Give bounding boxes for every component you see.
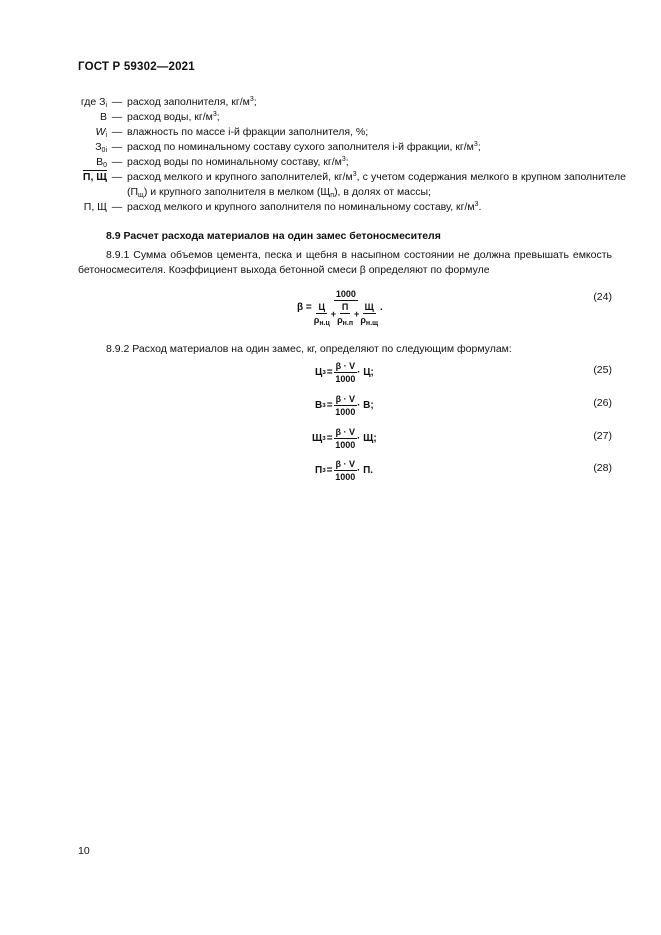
formula-25: Ц з = $\frac{\beta \cdot V}{1000}$ · Ц;	[315, 361, 374, 384]
definition-symbol: $W_i$	[95, 126, 107, 139]
section-heading: 8.9 Расчет расхода материалов на один замес бетоносмесителя	[106, 230, 441, 242]
definition-row: П, Щ — расход мелкого и крупного заполнителя по номинальному составу, $кг/м^3$.	[66, 200, 626, 215]
formula-27: Щ з = $\frac{\beta \cdot V}{1000}$ · Щ;	[312, 427, 377, 450]
definition-text: расход воды по номинальному составу, $кг/м^3$;	[127, 156, 349, 168]
definition-symbol: П, Щ	[82, 171, 107, 183]
definition-row: В — расход воды, $кг/м^3$;	[66, 110, 626, 125]
definition-text: влажность по массе i-й фракции заполнителя, %;	[127, 126, 369, 138]
definition-symbol: $В_0$	[96, 156, 107, 169]
definitions-list	[66, 95, 626, 215]
definition-symbol: где $З_i$	[80, 96, 107, 109]
paragraph-8-9-1: 8.9.1 Сумма объемов цемента, песка и щебня в насыпном состоянии не должна превышать емкость бетоносмесителя. Коэффициент выхода бетонной смеси β определяют по формуле	[78, 249, 612, 276]
equation-number: (25)	[593, 364, 612, 376]
equation-number: (27)	[593, 430, 612, 442]
definition-row: П, Щ — расход мелкого и крупного заполнителей, $кг/м^3$, с учетом содержания мелкого в крупном заполнителе $(П_щ)$ и крупного заполнителя в мелком $(Щ_п)$, в долях от массы;	[66, 170, 626, 200]
definition-row: $W_i$ — влажность по массе i-й фракции заполнителя, %;	[66, 125, 626, 140]
document-header: ГОСТ Р 59302—2021	[78, 61, 195, 73]
definition-symbol: П, Щ	[83, 201, 107, 213]
definition-symbol: В	[99, 111, 107, 123]
definition-symbol: $З_{0i}$	[95, 141, 107, 154]
definition-text: расход воды, $кг/м^3$;	[127, 111, 220, 123]
paragraph-8-9-2: 8.9.2 Расход материалов на один замес, кг, определяют по следующим формулам:	[106, 343, 512, 355]
formula-28: П з = $\frac{\beta \cdot V}{1000}$ · П.	[315, 459, 374, 482]
definition-row: $В_0$ — расход воды по номинальному составу, $кг/м^3$;	[66, 155, 626, 170]
formula-26: В з = $\frac{\beta \cdot V}{1000}$ · В;	[315, 394, 374, 417]
equation-number: (24)	[593, 291, 612, 303]
definition-row: где $З_i$ — расход заполнителя, $кг/м^3$;	[66, 95, 626, 110]
definition-row: $З_{0i}$ — расход по номинальному составу сухого заполнителя i-й фракции, $кг/м^3$;	[66, 140, 626, 155]
definition-text: расход заполнителя, $кг/м^3$;	[127, 96, 257, 108]
definition-text: расход мелкого и крупного заполнителей, $кг/м^3$, с учетом содержания мелкого в крупном заполнителе $(П_щ)$ и крупного заполнителя в мелком $(Щ_п)$, в долях от массы;	[127, 171, 626, 199]
definition-text: расход мелкого и крупного заполнителя по номинальному составу, $кг/м^3$.	[127, 201, 482, 213]
page-number: 10	[78, 845, 90, 857]
equation-number: (28)	[593, 462, 612, 474]
definition-text: расход по номинальному составу сухого заполнителя i-й фракции, $кг/м^3$;	[127, 141, 481, 153]
equation-number: (26)	[593, 397, 612, 409]
formula-24: β = 1000 $\frac{Ц}{\rho_{н.ц}}$ + $\frac{П}{\rho_{н.п}}$ + $\frac{Щ}{\rho_{н.щ}}$ .	[297, 289, 383, 327]
